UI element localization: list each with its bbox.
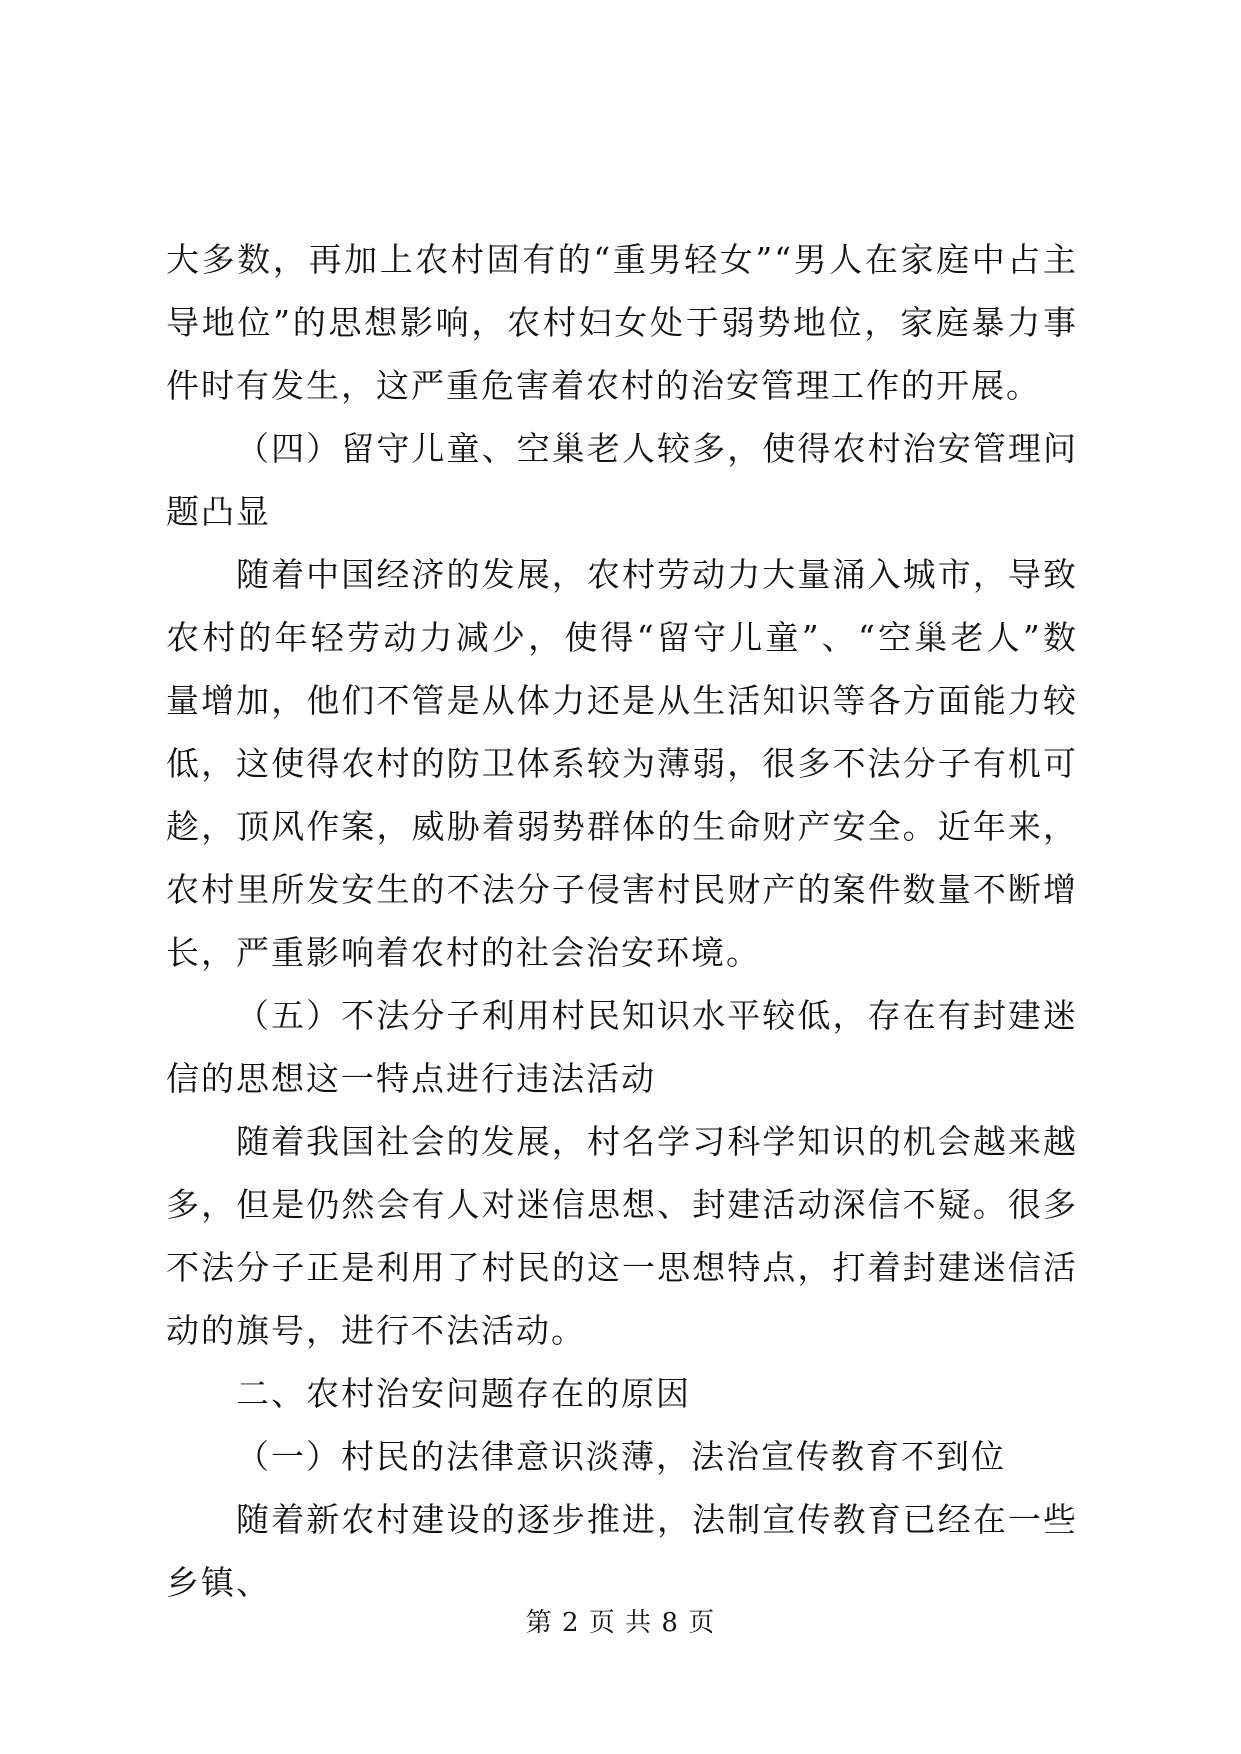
section-heading-four: （四）留守儿童、空巢老人较多，使得农村治安管理问题凸显: [166, 429, 1078, 531]
chapter-heading-two: 二、农村治安问题存在的原因: [236, 1374, 691, 1413]
paragraph-legal-education: 随着新农村建设的逐步推进，法制宣传教育已经在一些乡镇、: [166, 1500, 1078, 1602]
paragraph-left-behind: 随着中国经济的发展，农村劳动力大量涌入城市，导致农村的年轻劳动力减少，使得“留守儿童”、“空巢老人”数量增加，他们不管是从体力还是从生活知识等各方面能力较低，这使得农村的防卫体系较为薄弱，很多不法分子有机可趁，顶风作案，威胁着弱势群体的生命财产安全。近年来，农村里所发安生的不法分子侵害村民财产的案件数量不断增长，严重影响着农村的社会治安环境。: [166, 555, 1078, 972]
paragraph-superstition: 随着我国社会的发展，村名学习科学知识的机会越来越多，但是仍然会有人对迷信思想、封建活动深信不疑。很多不法分子正是利用了村民的这一思想特点，打着封建迷信活动的旗号，进行不法活动。: [166, 1122, 1078, 1350]
document-body: [166, 228, 1078, 1614]
section-heading-one: （一）村民的法律意识淡薄，法治宣传教育不到位: [236, 1437, 1006, 1476]
section-heading-five: （五）不法分子利用村民知识水平较低，存在有封建迷信的思想这一特点进行违法活动: [166, 996, 1078, 1098]
page-number-footer: 第 2 页 共 8 页: [525, 1608, 716, 1638]
paragraph-continuation: 大多数，再加上农村固有的“重男轻女”“男人在家庭中占主导地位”的思想影响，农村妇女处于弱势地位，家庭暴力事件时有发生，这严重危害着农村的治安管理工作的开展。: [166, 240, 1078, 405]
